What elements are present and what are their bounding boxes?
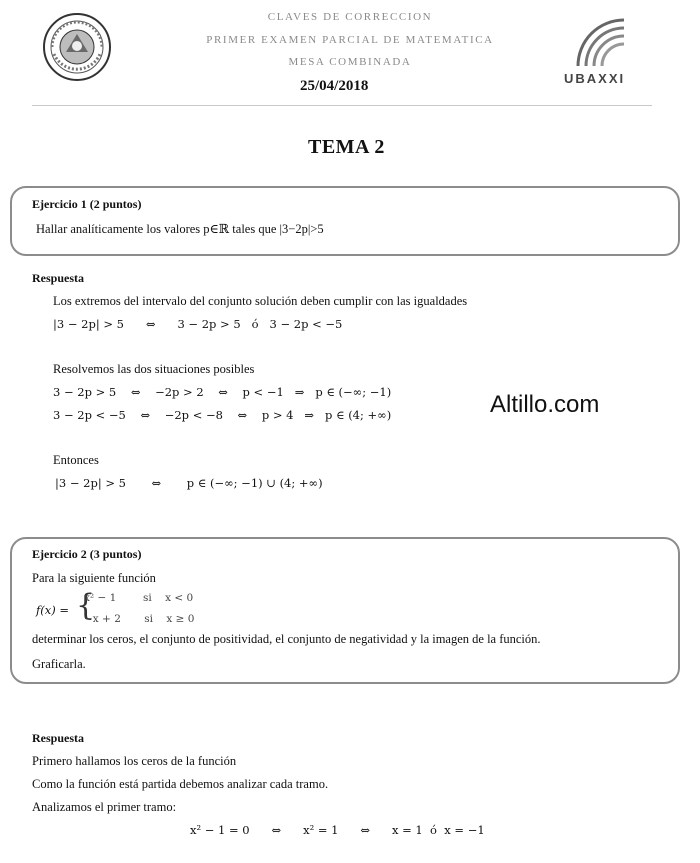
piecewise-brace-icon: { — [76, 588, 96, 623]
function-case-2: −x + 2 si x ≥ 0 — [84, 613, 195, 625]
header-line-1: CLAVES DE CORRECCION — [267, 11, 433, 23]
ubaxxi-logo-text: UBAXXI — [564, 71, 626, 86]
answer-1-heading: Respuesta — [32, 271, 85, 285]
function-case-1: x² − 1 si x < 0 — [84, 592, 194, 604]
exercise-2-line-3: Graficarla. — [32, 657, 86, 671]
exercise-1-statement: Hallar analíticamente los valores p∈ℝ tales que |3−2p|>5 — [36, 222, 324, 236]
exercise-1-heading: Ejercicio 1 (2 puntos) — [32, 197, 142, 211]
answer-2-heading: Respuesta — [32, 731, 85, 745]
answer-1-line-3: Entonces — [53, 453, 99, 467]
header-line-2: PRIMER EXAMEN PARCIAL DE MATEMATICA — [206, 34, 494, 46]
header-divider — [32, 105, 652, 106]
exercise-2-line-1: Para la siguiente función — [32, 571, 156, 585]
answer-2-math-1: x² − 1 = 0 ⇔ x² = 1 ⇔ x = 1 ó x = −1 — [190, 823, 485, 837]
function-label: f(x) = — [36, 603, 70, 617]
answer-1-line-1: Los extremos del intervalo del conjunto solución deben cumplir con las igualdades — [53, 294, 468, 308]
header-line-3: MESA COMBINADA — [288, 56, 412, 68]
university-seal-icon — [42, 12, 112, 82]
answer-1-math-4: |3 − 2p| > 5 ⇔ p ∈ (−∞; −1) ∪ (4; +∞) — [55, 476, 323, 490]
exercise-2-line-2: determinar los ceros, el conjunto de positividad, el conjunto de negatividad y la imagen de la función. — [32, 632, 541, 646]
page-title: TEMA 2 — [308, 136, 385, 158]
exercise-2-heading: Ejercicio 2 (3 puntos) — [32, 547, 142, 561]
answer-1-math-2: 3 − 2p > 5 ⇔ −2p > 2 ⇔ p < −1 ⇒ p ∈ (−∞; −1) — [53, 385, 392, 399]
exam-date: 25/04/2018 — [300, 78, 369, 94]
watermark: Altillo.com — [490, 391, 600, 418]
answer-1-math-1: |3 − 2p| > 5 ⇔ 3 − 2p > 5 ó 3 − 2p < −5 — [53, 317, 343, 331]
answer-1-math-3: 3 − 2p < −5 ⇔ −2p < −8 ⇔ p > 4 ⇒ p ∈ (4; +∞) — [53, 408, 392, 422]
answer-2-line-2: Como la función está partida debemos analizar cada tramo. — [32, 777, 329, 791]
answer-2-line-3: Analizamos el primer tramo: — [32, 800, 177, 814]
answer-2-line-1: Primero hallamos los ceros de la función — [32, 754, 237, 768]
ubaxxi-logo-icon — [574, 16, 626, 68]
answer-1-line-2: Resolvemos las dos situaciones posibles — [53, 362, 255, 376]
